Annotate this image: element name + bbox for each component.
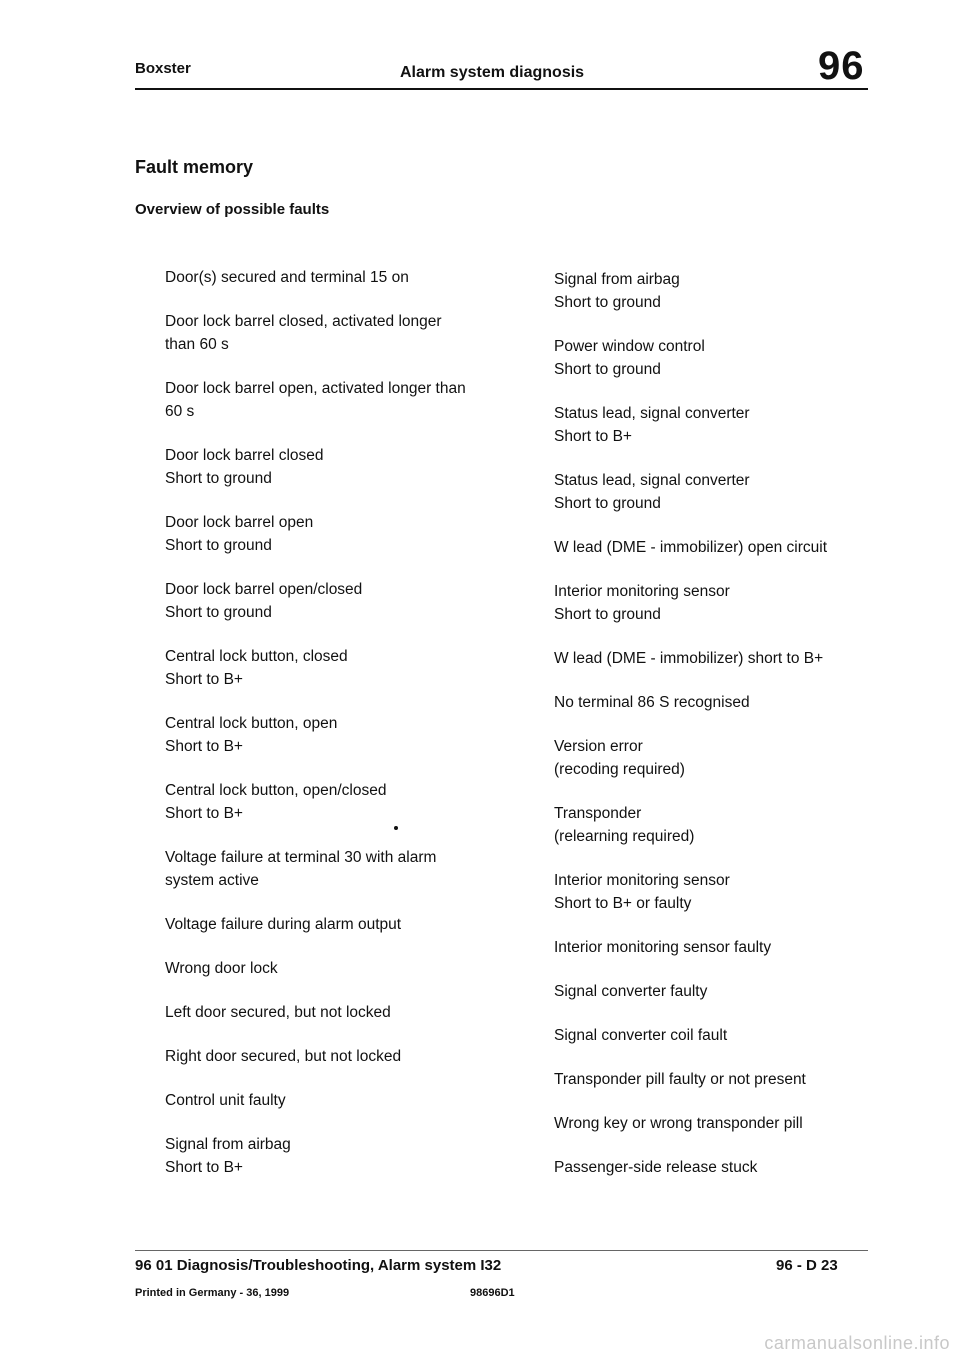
fault-text: Transponder	[554, 805, 642, 822]
fault-entry	[554, 536, 854, 559]
fault-text: Short to B+	[165, 1159, 243, 1176]
fault-text: Interior monitoring sensor	[554, 872, 730, 889]
fault-text: Central lock button, closed	[165, 648, 348, 665]
page-subtitle: Overview of possible faults	[135, 201, 330, 218]
stray-mark	[394, 826, 398, 830]
fault-text: (recoding required)	[554, 761, 685, 778]
fault-text: Short to B+ or faulty	[554, 895, 692, 912]
fault-text: Short to ground	[165, 470, 272, 487]
fault-text: Door(s) secured and terminal 15 on	[165, 269, 409, 286]
fault-text: Short to ground	[165, 537, 272, 554]
fault-text: Signal converter faulty	[554, 983, 708, 1000]
fault-text: Signal from airbag	[165, 1136, 291, 1153]
header-section-number: 96	[818, 44, 865, 88]
fault-text: Short to ground	[554, 361, 661, 378]
fault-entry	[554, 268, 854, 314]
fault-entry	[554, 1112, 854, 1135]
footer-rule	[135, 1250, 868, 1251]
fault-text: Interior monitoring sensor	[554, 583, 730, 600]
fault-text: Signal from airbag	[554, 271, 680, 288]
fault-text: system active	[165, 872, 259, 889]
fault-entry	[165, 1089, 505, 1112]
fault-text: Interior monitoring sensor faulty	[554, 939, 772, 956]
fault-entry	[165, 1001, 505, 1024]
fault-text: Short to B+	[165, 738, 243, 755]
fault-text: W lead (DME - immobilizer) short to B+	[554, 650, 824, 667]
fault-entry	[165, 511, 505, 557]
fault-text: No terminal 86 S recognised	[554, 694, 750, 711]
fault-entry	[554, 1156, 854, 1179]
fault-entry	[165, 712, 505, 758]
fault-text: Central lock button, open	[165, 715, 338, 732]
footer-printed: Printed in Germany - 36, 1999	[135, 1287, 290, 1299]
page-title: Fault memory	[135, 157, 254, 177]
header-section-title: Alarm system diagnosis	[400, 64, 585, 81]
fault-entry	[165, 957, 505, 980]
fault-entry	[165, 846, 505, 892]
fault-text: Central lock button, open/closed	[165, 782, 387, 799]
header-model: Boxster	[135, 60, 191, 77]
fault-text: Control unit faulty	[165, 1092, 286, 1109]
fault-text: Door lock barrel open, activated longer than	[165, 380, 466, 397]
fault-entry	[554, 691, 854, 714]
fault-text: Short to B+	[554, 428, 632, 445]
fault-entry	[554, 402, 854, 448]
footer-section-ref: 96 01 Diagnosis/Troubleshooting, Alarm system I32	[135, 1257, 502, 1274]
fault-text: Door lock barrel closed	[165, 447, 324, 464]
footer-page-ref: 96 - D 23	[776, 1257, 838, 1274]
fault-entry	[165, 266, 505, 289]
fault-text: Voltage failure during alarm output	[165, 916, 402, 933]
fault-text: Version error	[554, 738, 643, 755]
fault-text: Power window control	[554, 338, 705, 355]
fault-entry	[554, 735, 854, 781]
fault-entry	[165, 1133, 505, 1179]
fault-text: Wrong door lock	[165, 960, 278, 977]
fault-text: Short to B+	[165, 671, 243, 688]
fault-entry	[554, 980, 854, 1003]
fault-text: than 60 s	[165, 336, 229, 353]
fault-text: Short to ground	[554, 294, 661, 311]
fault-entry	[165, 1045, 505, 1068]
fault-entry	[165, 310, 505, 356]
fault-text: Signal converter coil fault	[554, 1027, 728, 1044]
fault-entry	[554, 869, 854, 915]
fault-text: Status lead, signal converter	[554, 472, 750, 489]
fault-entry	[165, 645, 505, 691]
header-rule	[135, 88, 868, 90]
fault-text: Left door secured, but not locked	[165, 1004, 391, 1021]
fault-entry	[554, 469, 854, 515]
fault-entry	[554, 1024, 854, 1047]
fault-text: Short to ground	[554, 495, 661, 512]
fault-entry	[165, 779, 505, 825]
fault-entry	[554, 1068, 854, 1091]
fault-text: Voltage failure at terminal 30 with alarm	[165, 849, 437, 866]
fault-text: Short to ground	[554, 606, 661, 623]
fault-text: Short to B+	[165, 805, 243, 822]
fault-entry	[554, 802, 854, 848]
fault-text: Right door secured, but not locked	[165, 1048, 402, 1065]
fault-text: Door lock barrel closed, activated longer	[165, 313, 442, 330]
watermark: carmanualsonline.info	[764, 1333, 950, 1353]
fault-entry	[165, 444, 505, 490]
fault-entry	[165, 578, 505, 624]
fault-text: Status lead, signal converter	[554, 405, 750, 422]
fault-list-right	[554, 268, 854, 1200]
fault-text: (relearning required)	[554, 828, 695, 845]
fault-entry	[165, 377, 505, 423]
fault-text: Door lock barrel open/closed	[165, 581, 363, 598]
fault-text: Door lock barrel open	[165, 514, 314, 531]
fault-text: Short to ground	[165, 604, 272, 621]
footer-doc-code: 98696D1	[470, 1287, 515, 1299]
fault-text: Wrong key or wrong transponder pill	[554, 1115, 803, 1132]
fault-text: 60 s	[165, 403, 195, 420]
fault-list-left	[165, 266, 505, 1200]
fault-text: Passenger-side release stuck	[554, 1159, 758, 1176]
fault-entry	[554, 335, 854, 381]
fault-entry	[554, 580, 854, 626]
fault-text: W lead (DME - immobilizer) open circuit	[554, 539, 828, 556]
fault-entry	[554, 647, 854, 670]
fault-entry	[165, 913, 505, 936]
fault-entry	[554, 936, 854, 959]
fault-text: Transponder pill faulty or not present	[554, 1071, 806, 1088]
